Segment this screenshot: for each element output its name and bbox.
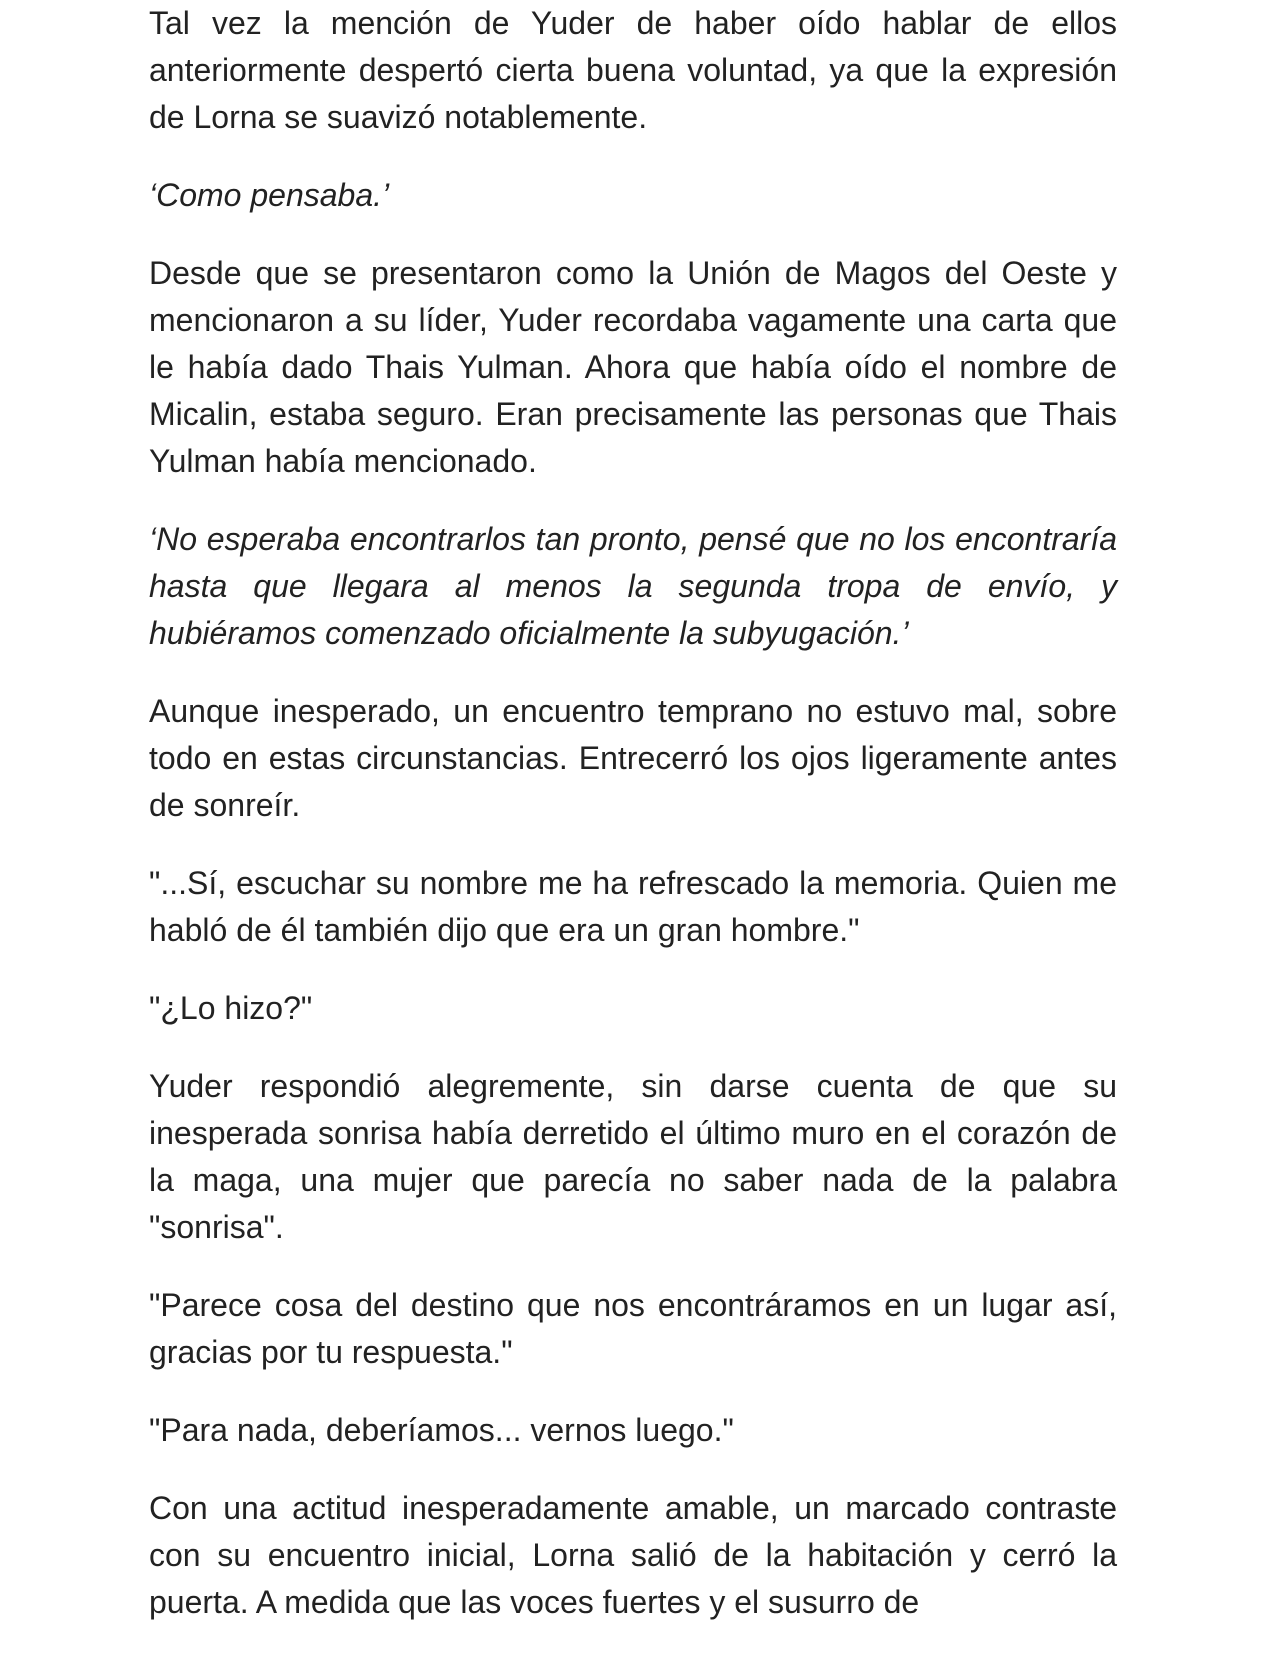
dialogue-paragraph-3: "Parece cosa del destino que nos encontráramos en un lugar así, gracias por tu respuesta." (149, 1287, 1117, 1370)
paragraph-1: Tal vez la mención de Yuder de haber oído hablar de ellos anteriormente despertó cierta buena voluntad, ya que la expresión de Lorna se suavizó notablemente. (149, 5, 1117, 135)
dialogue-paragraph-2: "¿Lo hizo?" (149, 990, 313, 1026)
paragraph-3: Aunque inesperado, un encuentro temprano no estuvo mal, sobre todo en estas circunstancias. Entrecerró los ojos ligeramente antes de sonreír. (149, 693, 1117, 823)
thought-paragraph-1: ‘Como pensaba.’ (149, 177, 390, 213)
paragraph-2: Desde que se presentaron como la Unión de Magos del Oeste y mencionaron a su líder, Yuder recordaba vagamente una carta que le había dado Thais Yulman. Ahora que había oído el nombre de Micalin, estaba seguro. Eran precisamente las personas que Thais Yulman había mencionado. (149, 255, 1117, 479)
paragraph-4: Yuder respondió alegremente, sin darse cuenta de que su inesperada sonrisa había derretido el último muro en el corazón de la maga, una mujer que parecía no saber nada de la palabra "sonrisa". (149, 1068, 1117, 1245)
thought-paragraph-2: ‘No esperaba encontrarlos tan pronto, pensé que no los encontraría hasta que llegara al menos la segunda tropa de envío, y hubiéramos comenzado oficialmente la subyugación.’ (149, 521, 1117, 651)
dialogue-paragraph-1: "...Sí, escuchar su nombre me ha refrescado la memoria. Quien me habló de él también dijo que era un gran hombre." (149, 865, 1117, 948)
paragraph-5: Con una actitud inesperadamente amable, un marcado contraste con su encuentro inicial, Lorna salió de la habitación y cerró la puerta. A medida que las voces fuertes y el susurro de (149, 1490, 1117, 1620)
dialogue-paragraph-4: "Para nada, deberíamos... vernos luego." (149, 1412, 734, 1448)
document-page (149, 0, 1117, 1657)
